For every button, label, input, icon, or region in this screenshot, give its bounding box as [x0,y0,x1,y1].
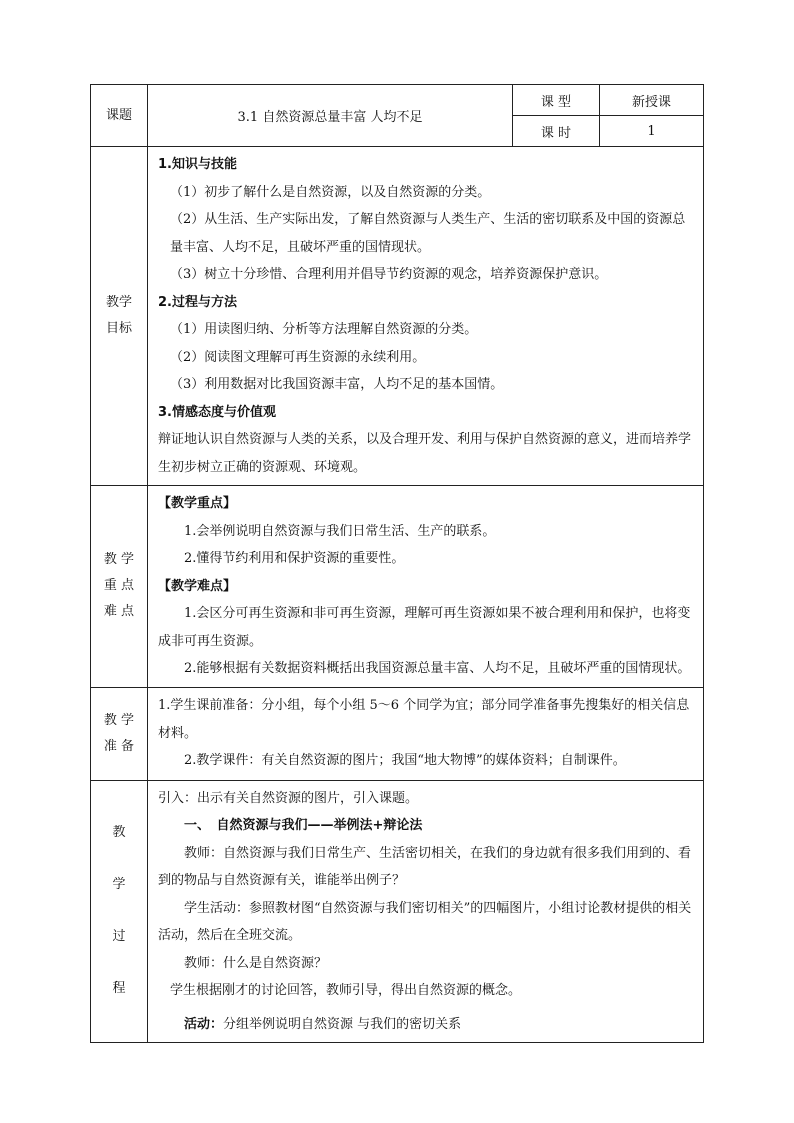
process-label-line: 过 [112,929,126,945]
process-section-heading: 一、 自然资源与我们——举例法+辩论法 [184,818,423,833]
preparation-item: 1.学生课前准备：分小组，每个小组 5～6 个同学为宜；部分同学准备事先搜集好的相关信息材料。 [158,698,690,741]
objective-heading-values: 3.情感态度与价值观 [158,404,276,420]
process-label-line: 程 [112,981,126,997]
process-activity [158,1011,697,1039]
keypoints-label-line: 难 点 [103,604,135,620]
preparation-label-line: 教 学 [103,712,135,728]
process-label-line: 教 [112,825,126,841]
objective-heading-process: 2.过程与方法 [158,294,237,310]
objective-heading-knowledge: 1.知识与技能 [158,157,237,172]
objective-values-text: 辩证地认识自然资源与人类的关系，以及合理开发、利用与保护自然资源的意义，进而培养学生初步树立正确的资源观、环境观。 [158,432,692,475]
type-label: 课 型 [513,85,600,116]
objective-item: （2）从生活、生产实际出发，了解自然资源与人类生产、生活的密切联系及中国的资源总量丰富、人均不足，且破坏严重的国情现状。 [170,212,686,255]
keypoints-label-line: 重 点 [103,578,135,594]
difficulty-item: 1.会区分可再生资源和非可再生资源，理解可再生资源如果不被合理利用和保护，也将变成非可再生资源。 [158,606,691,649]
type-value: 新授课 [600,85,704,116]
keypoints-label-line: 教 学 [103,552,135,568]
process-paragraph: 教师：什么是自然资源？ [184,955,328,971]
keypoints-content [148,486,704,688]
preparation-item: 2.教学课件：有关自然资源的图片；我国“地大物博”的媒体资料；自制课件。 [184,753,626,769]
key-point-item: 1.会举例说明自然资源与我们日常生活、生产的联系。 [184,523,496,539]
objective-item: （1）用读图归纳、分析等方法理解自然资源的分类。 [170,322,478,337]
preparation-content [148,687,704,780]
objective-item: （3）利用数据对比我国资源丰富，人均不足的基本国情。 [170,377,504,392]
key-points-title: 【教学重点】 [158,496,237,511]
objective-item: （2）阅读图文理解可再生资源的永续利用。 [170,349,426,365]
objectives-label-line: 教学 [105,295,132,310]
objectives-label [91,147,148,486]
activity-text: 分组举例说明自然资源 与我们的密切关系 [223,1016,462,1032]
process-content [148,780,704,1043]
process-intro: 引入：出示有关自然资源的图片，引入课题。 [158,790,419,806]
difficulty-item: 2.能够根据有关数据资料概括出我国资源总量丰富、人均不足，且破坏严重的国情现状。 [184,661,691,676]
topic-label: 课题 [91,85,148,147]
hours-label: 课 时 [513,116,600,147]
objectives-label-line: 目标 [105,321,132,336]
objective-item: （1）初步了解什么是自然资源，以及自然资源的分类。 [170,184,491,200]
process-label-line: 学 [112,877,126,893]
activity-label: 活动： [184,1016,224,1032]
difficulties-title: 【教学难点】 [158,578,237,594]
topic-title: 3.1 自然资源总量丰富 人均不足 [148,85,513,147]
process-paragraph: 学生根据刚才的讨论回答，教师引导，得出自然资源的概念。 [170,983,522,998]
preparation-label-line: 准 备 [103,738,135,754]
objective-item: （3）树立十分珍惜、合理利用并倡导节约资源的观念，培养资源保护意识。 [170,267,608,282]
process-paragraph: 学生活动：参照教材图“自然资源与我们密切相关”的四幅图片，小组讨论教材提供的相关活动，然后在全班交流。 [158,900,692,943]
objectives-content [148,147,704,486]
hours-value: 1 [600,116,704,147]
key-point-item: 2.懂得节约利用和保护资源的重要性。 [184,551,405,566]
process-label [91,780,148,1043]
preparation-label [91,687,148,780]
keypoints-label [91,486,148,688]
lesson-plan-table [90,84,704,1043]
process-paragraph: 教师：自然资源与我们日常生产、生活密切相关，在我们的身边就有很多我们用到的、看到的物品与自然资源有关，谁能举出例子？ [158,845,692,888]
